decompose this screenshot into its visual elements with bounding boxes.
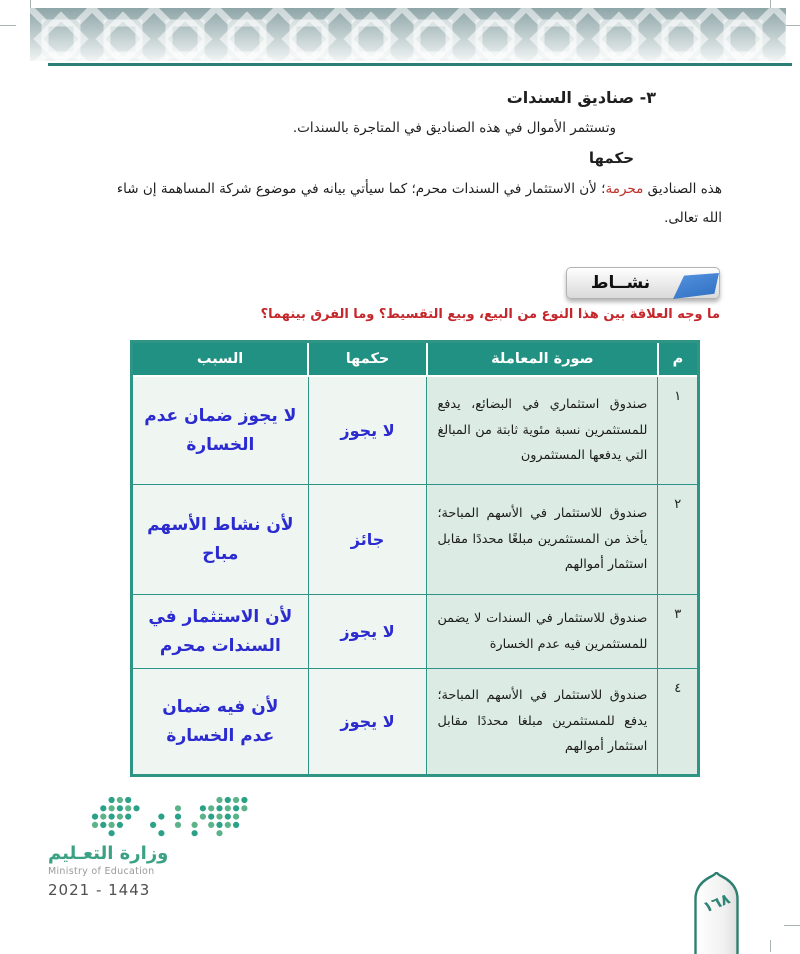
ruling-text-after: ؛ لأن الاستثمار في السندات محرم؛ كما سيأتي بيانه في موضوع شركة المساهمة إن شاء الله تعالى.: [116, 181, 722, 227]
reason-value: لأن فيه ضمان عدم الخسارة: [132, 669, 309, 776]
activity-flag-icon: [673, 273, 719, 299]
col-header-form: صورة المعاملة: [427, 342, 658, 377]
transaction-form: صندوق للاستثمار في الأسهم المباحة؛ يأخذ من المستثمرين مبلغًا محددًا مقابل استثمار أموالهم: [427, 485, 658, 595]
ruling-heading: حكمها: [588, 149, 634, 167]
crop-mark: [770, 940, 771, 952]
header-rule: [48, 63, 792, 66]
islamic-pattern-band: [30, 8, 786, 61]
ruling-value: لا يجوز: [308, 376, 427, 485]
decorative-header-band: [30, 8, 786, 61]
activity-badge: [566, 267, 720, 299]
transaction-form: صندوق للاستثمار في الأسهم المباحة؛ يدفع للمستثمرين مبلغا محددًا مقابل استثمار أموالهم: [427, 669, 658, 776]
page-number-arch: [693, 872, 740, 952]
ruling-value: لا يجوز: [308, 669, 427, 776]
ministry-name-english: Ministry of Education: [48, 866, 155, 877]
rulings-table: [130, 340, 700, 777]
ruling-value: لا يجوز: [308, 595, 427, 669]
row-number: ١: [658, 376, 699, 485]
rulings-table-wrap: [130, 340, 700, 777]
lesson-text: [100, 88, 722, 233]
row-number: ٤: [658, 669, 699, 776]
activity-question: ما وجه العلاقة بين هذا النوع من البيع، وبيع التقسيط؟ وما الفرق بينهما؟: [260, 307, 720, 322]
ruling-text-before: هذه الصناديق: [643, 181, 722, 197]
row-number: ٣: [658, 595, 699, 669]
ruling-value: جائز: [308, 485, 427, 595]
ruling-highlight: محرمة: [605, 181, 644, 197]
table-row: [132, 485, 699, 595]
crop-mark: [0, 25, 16, 26]
crop-mark: [784, 25, 800, 26]
activity-badge-label: نشــاط: [590, 273, 651, 293]
col-header-ruling: حكمها: [308, 342, 427, 377]
table-row: [132, 376, 699, 485]
transaction-form: صندوق للاستثمار في السندات لا يضمن للمستثمرين فيه عدم الخسارة: [427, 595, 658, 669]
ministry-logo-dots-icon: [90, 795, 250, 839]
reason-value: لا يجوز ضمان عدم الخسارة: [132, 376, 309, 485]
reason-value: لأن نشاط الأسهم مباح: [132, 485, 309, 595]
col-header-reason: السبب: [132, 342, 309, 377]
reason-value: لأن الاستثمار في السندات محرم: [132, 595, 309, 669]
ministry-logo: [48, 795, 258, 899]
row-number: ٢: [658, 485, 699, 595]
ministry-name-arabic: وزارة التعـليم: [48, 843, 169, 864]
edition-years: 2021 - 1443: [48, 881, 151, 899]
intro-text: وتستثمر الأموال في هذه الصناديق في المتاجرة بالسندات.: [292, 120, 616, 136]
page-number: ١٦٨: [700, 889, 733, 917]
section-heading: ٣- صناديق السندات: [506, 88, 656, 107]
ruling-paragraph: [100, 175, 722, 233]
table-row: [132, 595, 699, 669]
table-row: [132, 669, 699, 776]
transaction-form: صندوق استثماري في البضائع، يدفع للمستثمرين نسبة مئوية ثابتة من المبالغ التي يدفعها المستثمرون: [427, 376, 658, 485]
crop-mark: [784, 925, 800, 926]
table-header-row: [132, 342, 699, 377]
col-header-number: م: [658, 342, 699, 377]
